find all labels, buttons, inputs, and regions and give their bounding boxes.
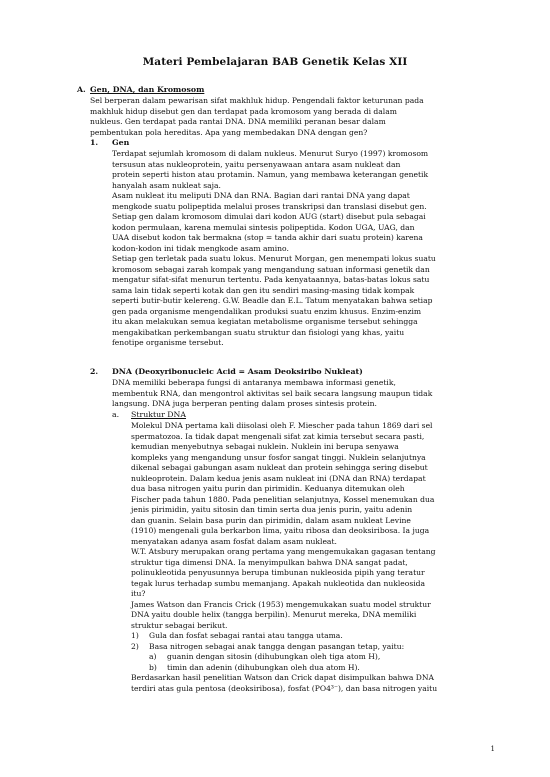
sub-a-heading: Struktur DNA xyxy=(131,410,187,419)
text-line: Asam nukleat itu meliputi DNA dan RNA. Bagian dari rantai DNA yang dapat xyxy=(112,191,410,200)
text-line: kemudian menyebutnya sebagai nuklein. Nuklein ini berupa senyawa xyxy=(131,442,399,451)
text-line: protein seperti histon atau protamin. Namun, yang membawa keterangan genetik xyxy=(112,170,429,179)
text-line: kompleks yang mengandung unsur fosfor sangat tinggi. Nuklein selanjutnya xyxy=(131,452,426,462)
list-number: 1) xyxy=(131,631,139,640)
text-line: tegak lurus terhadap sumbu memanjang. Apakah nukleotida dan nukleosida xyxy=(131,578,426,588)
text-line: pembentukan pola hereditas. Apa yang membedakan DNA dengan gen? xyxy=(90,127,368,137)
text-line: seperti butir-butir kelereng. G.W. Beadle dan E.L. Tatum menyatakan bahwa setiap xyxy=(112,296,433,305)
item-1-heading: Gen xyxy=(112,138,130,147)
structure-list xyxy=(131,631,475,652)
list-number: 2) xyxy=(131,641,139,651)
text-line: mengakibatkan perkembangan suatu struktur dan fisiologi yang khas, yaitu xyxy=(112,327,405,337)
section-a-heading: Gen, DNA, dan Kromosom xyxy=(90,85,205,94)
text-line: W.T. Atsbury merupakan orang pertama yang mengemukakan gagasan tentang xyxy=(131,547,436,556)
text-line: James Watson dan Francis Crick (1953) mengemukakan suatu model struktur xyxy=(131,599,431,609)
text-line: mengatur sifat-sifat menurun tertentu. Pada kenyataannya, batas-batas lokus satu xyxy=(112,275,430,284)
text-line: struktur sebagai berikut. xyxy=(131,620,228,630)
item-2-intro xyxy=(112,378,475,410)
item-2-number: 2. xyxy=(90,367,99,376)
item-2-heading: DNA (Deoxyribonucleic Acid = Asam Deoksiribo Nukleat) xyxy=(112,367,363,376)
text-line: nukleus. Gen terdapat pada rantai DNA. DNA memiliki peranan besar dalam xyxy=(90,117,386,126)
section-a-intro xyxy=(90,96,475,138)
item-1-body xyxy=(112,149,475,349)
item-1-number: 1. xyxy=(90,138,99,147)
sub-a-body xyxy=(131,421,475,631)
text-line: langsung. DNA juga berperan penting dalam proses sintesis protein. xyxy=(112,399,377,408)
list-item xyxy=(149,652,475,663)
text-line: itu? xyxy=(131,589,146,598)
text-line: hanyalah asam nukleat saja. xyxy=(112,180,221,190)
text-line: jenis pirimidin, yaitu sitosin dan timin serta dua jenis purin, yaitu adenin xyxy=(131,505,413,514)
text-line: kodon permulaan, karena memulai sintesis polipeptida. Kodon UGA, UAG, dan xyxy=(112,222,415,232)
text-line: fenotipe organisme tersebut. xyxy=(112,338,224,347)
list-text: Gula dan fosfat sebagai rantai atau tangga utama. xyxy=(149,631,343,640)
list-text: Basa nitrogen sebagai anak tangga dengan pasangan tetap, yaitu: xyxy=(149,641,405,651)
text-line: gen pada organisme mengendalikan produksi suatu enzim khusus. Enzim-enzim xyxy=(112,306,422,316)
list-item xyxy=(149,663,475,674)
text-line: DNA memiliki beberapa fungsi di antaranya membawa informasi genetik, xyxy=(112,378,396,387)
text-line: DNA yaitu double helix (tangga berpilin). Menurut mereka, DNA memiliki xyxy=(131,610,417,619)
text-line: menyatakan adanya asam fosfat dalam asam nukleat. xyxy=(131,536,337,546)
text-line: sama lain tidak seperti kotak dan gen itu sendiri masing-masing tidak kompak xyxy=(112,285,415,295)
text-line: Berdasarkan hasil penelitian Watson dan Crick dapat disimpulkan bahwa DNA xyxy=(131,673,435,682)
text-line: nukleoprotein. Dalam kedua jenis asam nukleat ini (DNA dan RNA) terdapat xyxy=(131,473,426,483)
text-line: dan guanin. Selain basa purin dan pirimidin, dalam asam nukleat Levine xyxy=(131,515,411,525)
text-line: Molekul DNA pertama kali diisolasi oleh F. Miescher pada tahun 1869 dari sel xyxy=(131,421,433,430)
text-line: makhluk hidup disebut gen dan terdapat pada kromosom yang berada di dalam xyxy=(90,106,397,116)
list-text: guanin dengan sitosin (dihubungkan oleh tiga atom H), xyxy=(167,652,381,661)
text-line: Setiap gen dalam kromosom dimulai dari kodon AUG (start) disebut pula sebagai xyxy=(112,212,426,221)
text-line: UAA disebut kodon tak bermakna (stop = tanda akhir dari suatu protein) karena xyxy=(112,233,423,242)
list-number: a) xyxy=(149,652,157,661)
list-item xyxy=(131,631,475,642)
text-line: mengkode suatu polipeptida melalui proses transkripsi dan translasi disebut gen. xyxy=(112,201,427,211)
text-line: dua basa nitrogen yaitu purin dan pirimidin. Keduanya ditemukan oleh xyxy=(131,484,405,493)
text-line: Setiap gen terletak pada suatu lokus. Menurut Morgan, gen menempati lokus suatu xyxy=(112,254,436,263)
text-line: dikenal sebagai gabungan asam nukleat dan protein sehingga sering disebut xyxy=(131,463,428,472)
page-number: 1 xyxy=(490,745,495,753)
base-pair-sublist xyxy=(149,652,475,673)
sub-a-label: a. xyxy=(112,410,120,419)
text-line: terdiri atas gula pentosa (deoksiribosa), fosfat (PO4³⁻), dan basa nitrogen yaitu xyxy=(131,683,438,693)
text-line: (1910) mengenali gula berkarbon lima, yaitu ribosa dan deoksiribosa. Ia juga xyxy=(131,526,430,535)
section-a-label: A. xyxy=(77,85,86,94)
text-line: Sel berperan dalam pewarisan sifat makhluk hidup. Pengendali faktor keturunan pada xyxy=(90,96,424,105)
text-line: kromosom sebagai zarah kompak yang mengandung satuan informasi genetik dan xyxy=(112,264,430,274)
text-line: itu akan melakukan semua kegiatan metabolisme organisme tersebut sehingga xyxy=(112,317,418,326)
list-number: b) xyxy=(149,662,157,672)
text-line: membentuk RNA, dan mengontrol aktivitas sel baik secara langsung maupun tidak xyxy=(112,388,433,398)
text-line: polinukleotida penyusunnya berupa timbunan nukleosida pipih yang teratur xyxy=(131,568,425,577)
list-item xyxy=(131,642,475,653)
sub-a-conclusion xyxy=(131,673,475,694)
list-text: timin dan adenin (dihubungkan oleh dua atom H). xyxy=(167,662,360,672)
text-line: spermatozoa. Ia tidak dapat mengenali sifat zat kimia tersebut secara pasti, xyxy=(131,431,425,441)
page-title: Materi Pembelajaran BAB Genetik Kelas XII xyxy=(142,56,408,68)
text-line: kodon-kodon ini tidak mengkode asam amino. xyxy=(112,243,289,253)
text-line: tersusun atas nukleoprotein, yaitu persenyawaan antara asam nukleat dan xyxy=(112,159,401,169)
text-line: Fischer pada tahun 1880. Pada penelitian selanjutnya, Kossel menemukan dua xyxy=(131,494,435,504)
text-line: Terdapat sejumlah kromosom di dalam nukleus. Menurut Suryo (1997) kromosom xyxy=(112,149,429,158)
text-line: struktur tiga dimensi DNA. Ia menyimpulkan bahwa DNA sangat padat, xyxy=(131,557,408,567)
